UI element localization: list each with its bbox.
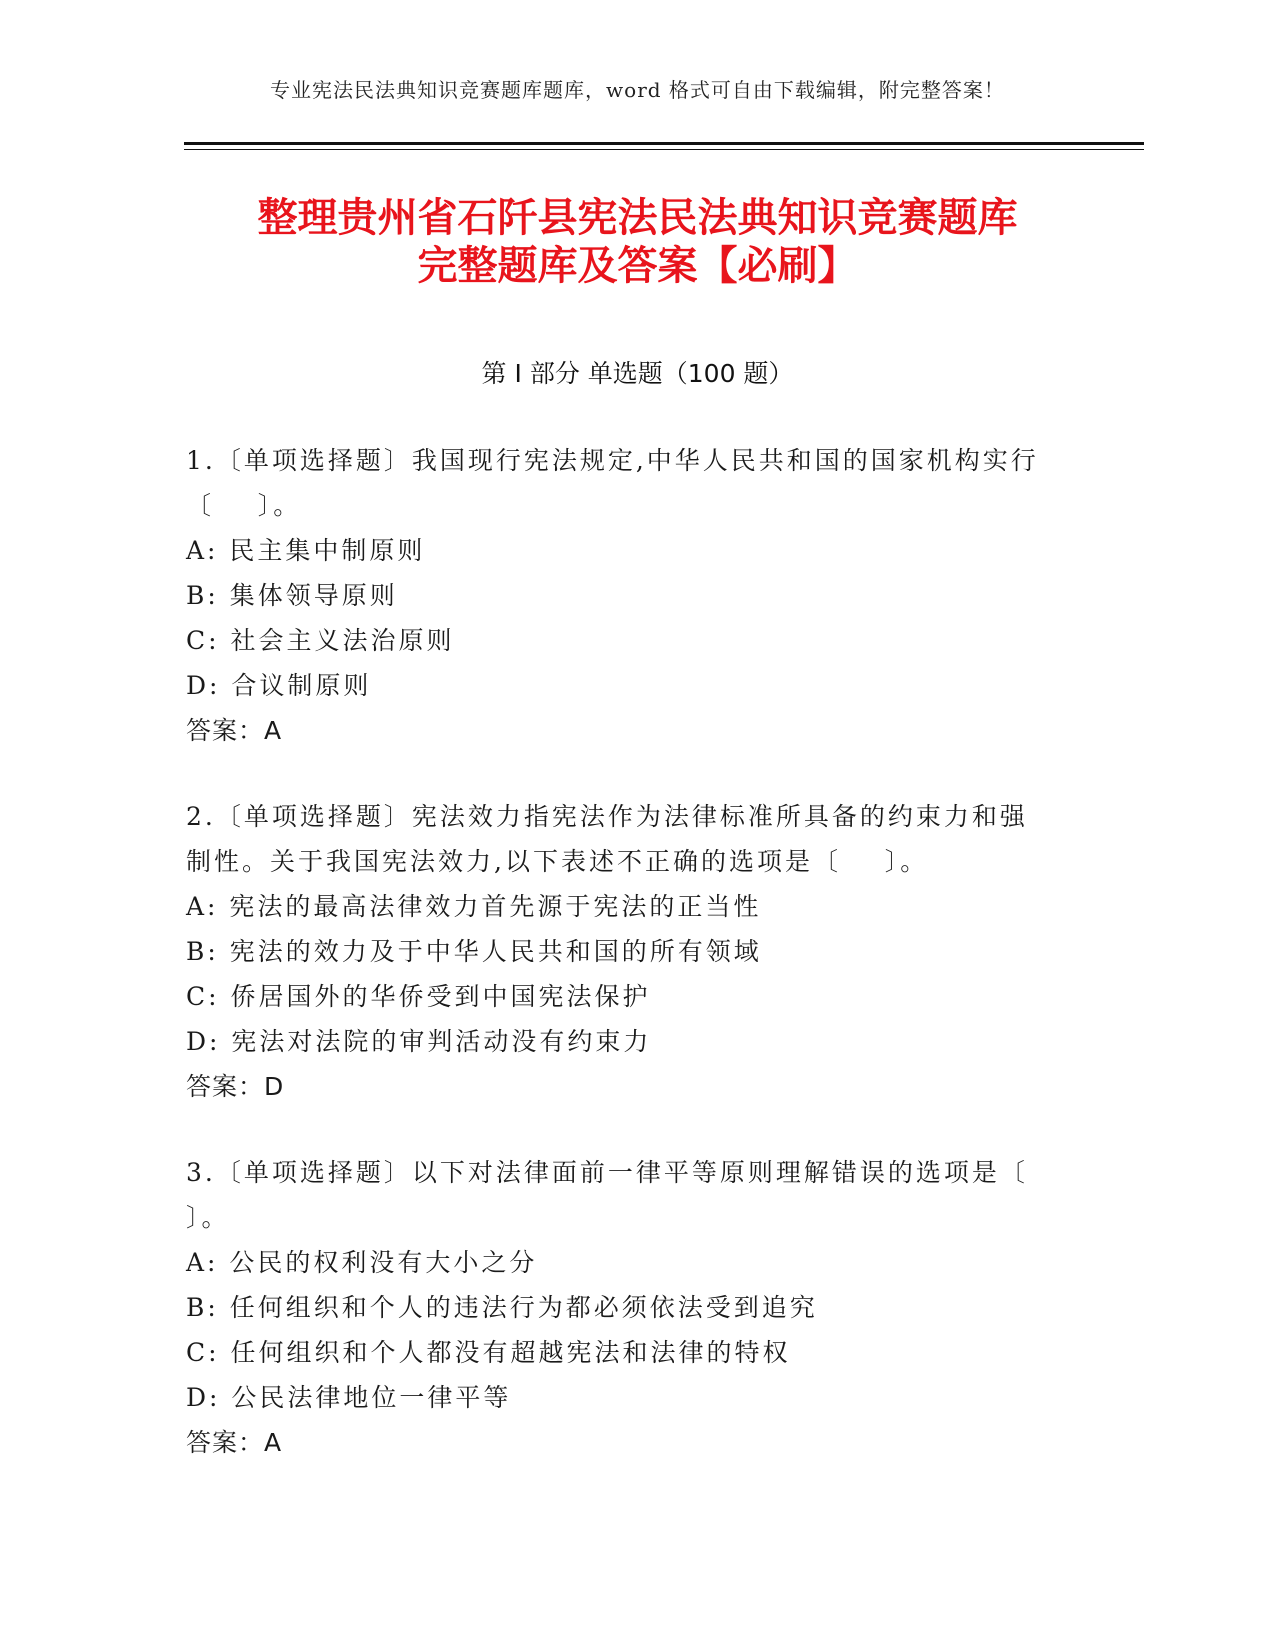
option-d: D: 公民法律地位一律平等 xyxy=(186,1383,512,1412)
option-c: C: 社会主义法治原则 xyxy=(186,626,455,655)
question-2 xyxy=(186,794,1066,1109)
option-b: B: 集体领导原则 xyxy=(186,581,398,610)
question-stem-continued: 〔 〕。 xyxy=(186,491,302,520)
option-d: D: 合议制原则 xyxy=(186,671,372,700)
question-3 xyxy=(186,1150,1066,1465)
question-stem-continued: 制性。关于我国宪法效力,以下表述不正确的选项是〔 〕。 xyxy=(186,847,929,876)
header-note: 专业宪法民法典知识竞赛题库题库，word 格式可自由下载编辑，附完整答案！ xyxy=(270,78,1005,102)
section-heading: 第 I 部分 单选题（100 题） xyxy=(481,359,794,388)
question-1 xyxy=(186,438,1066,753)
option-a: A: 民主集中制原则 xyxy=(186,536,426,565)
title-line-1: 整理贵州省石阡县宪法民法典知识竞赛题库 xyxy=(257,195,1018,241)
option-c: C: 任何组织和个人都没有超越宪法和法律的特权 xyxy=(186,1338,791,1367)
question-list xyxy=(186,438,1066,1506)
option-a: A: 宪法的最高法律效力首先源于宪法的正当性 xyxy=(186,892,762,921)
question-stem: 2.〔单项选择题〕宪法效力指宪法作为法律标准所具备的约束力和强 xyxy=(186,802,1028,831)
header-rule-thin xyxy=(184,149,1144,150)
question-stem: 1.〔单项选择题〕我国现行宪法规定,中华人民共和国的国家机构实行 xyxy=(186,446,1039,475)
question-stem: 3.〔单项选择题〕以下对法律面前一律平等原则理解错误的选项是〔 xyxy=(186,1158,1028,1187)
option-c: C: 侨居国外的华侨受到中国宪法保护 xyxy=(186,982,651,1011)
option-d: D: 宪法对法院的审判活动没有约束力 xyxy=(186,1027,652,1056)
option-b: B: 宪法的效力及于中华人民共和国的所有领域 xyxy=(186,937,762,966)
answer-line: 答案：A xyxy=(186,716,283,745)
option-a: A: 公民的权利没有大小之分 xyxy=(186,1248,538,1277)
header-rule-thick xyxy=(184,142,1144,145)
title-line-2: 完整题库及答案【必刷】 xyxy=(417,243,858,289)
option-b: B: 任何组织和个人的违法行为都必须依法受到追究 xyxy=(186,1293,818,1322)
document-title xyxy=(130,194,1145,290)
answer-line: 答案：A xyxy=(186,1428,283,1457)
question-stem-continued: 〕。 xyxy=(186,1203,230,1232)
answer-line: 答案：D xyxy=(186,1072,285,1101)
